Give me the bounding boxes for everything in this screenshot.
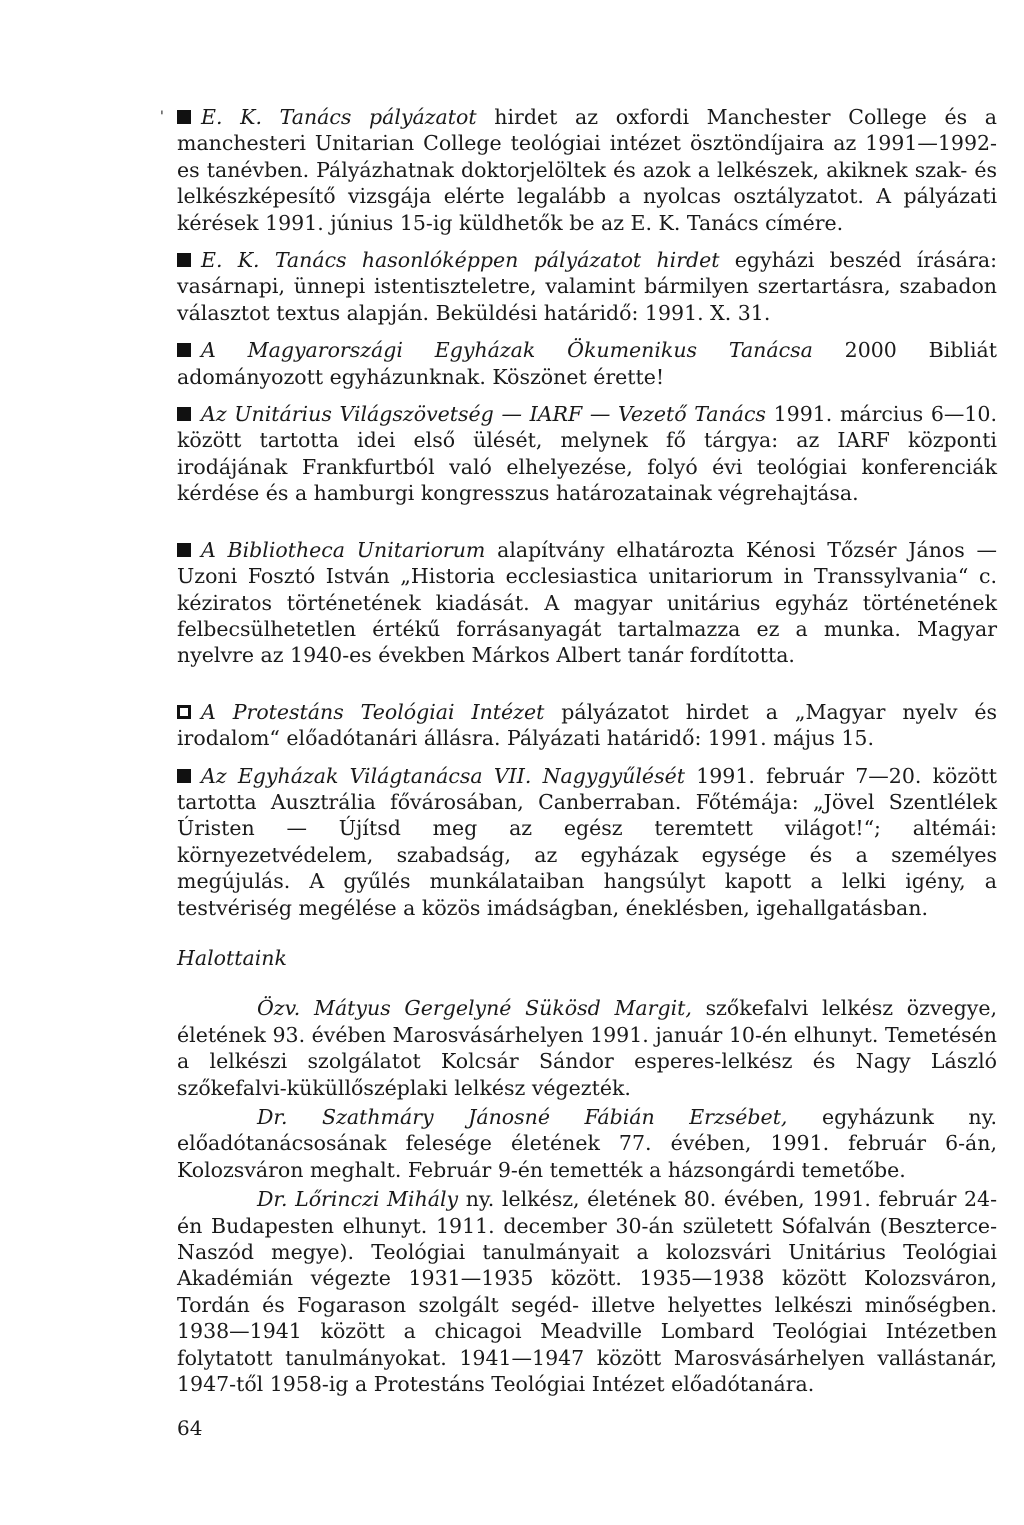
notice-text: 1991. március 6—10. között tartotta idei első ülését, melynek fő tárgya: az IARF központi irodájának Frankfurtból való elhelyezése, folyó évi teológiai konferenciák kérdése és a hamburgi kongresszus határozatainak végrehajtása.: [177, 402, 997, 506]
obituary-2: [177, 1104, 997, 1183]
notice-6: [177, 699, 997, 752]
notice-5: [177, 537, 997, 669]
obituary-name: Özv. Mátyus Gergelyné Sükösd Margit,: [257, 996, 692, 1021]
square-bullet-icon: [177, 253, 191, 267]
notice-4: [177, 401, 997, 507]
square-bullet-icon: [177, 343, 191, 357]
notice-title: E. K. Tanács pályázatot: [201, 105, 477, 129]
notice-title: Az Egyházak Világtanácsa VII. Nagygyűlését: [201, 763, 685, 788]
notice-text: 1991. február 7—20. között tartotta Ausztrália fővárosában, Canberraban. Főtémája: „Jövel Szentlélek Úristen — Újítsd meg az egész teremtett világot!“; altémái: környezetvédelem, szabadság, az egyházak egysége és a személyes megújulás. A gyűlés munkálataiban hangsúlyt kapott a lelki igény, a testvériség megélése a közös imádságban, éneklésben, igehallgatásban.: [177, 763, 997, 920]
obituary-1: [177, 995, 997, 1101]
notice-text: 2000 Bibliát adományozott egyházunknak. Köszönet érette!: [177, 338, 997, 389]
notice-text: hirdet az oxfordi Manchester College és a manchesteri Unitarian College teológiai intézet ösztöndíjaira az 1991—1992-es tanévben. Pályázhatnak doktorjelöltek és azok a lelkészek, akiknek szak- és lelkészképesítő vizsgája elérte legalább a nyolcas osztályzatot. A pályázati kérések 1991. június 15-ig küldhetők be az E. K. Tanács címére.: [177, 105, 998, 235]
page-number: 64: [177, 1416, 203, 1440]
obituary-name: Dr. Lőrinczi Mihály: [257, 1187, 459, 1212]
notice-3: [177, 337, 997, 390]
notice-text: pályázatot hirdet a „Magyar nyelv és irodalom“ előadótanári állásra. Pályázati határidő: 1991. május 15.: [177, 699, 997, 751]
notice-text: alapítvány elhatározta Kénosi Tőzsér János — Uzoni Fosztó István „Historia ecclesiastica unitariorum in Transsylvania“ c. kéziratos történetének kiadását. A magyar unitárius egyház történetének felbecsülhetetlen értékű forrásanyagát tartalmazza ez a munka. Magyar nyelvre az 1940-es években Márkos Albert tanár fordította.: [177, 537, 997, 668]
stray-mark: ': [160, 109, 164, 125]
notice-text: egyházi beszéd írására: vasárnapi, ünnepi istentiszteletre, valamint bármilyen szertartásra, szabadon választot textus alapján. Beküldési határidő: 1991. X. 31.: [177, 248, 997, 325]
notice-title: A Magyarországi Egyházak Ökumenikus Tanácsa: [201, 338, 813, 363]
square-bullet-icon: [177, 769, 191, 783]
square-bullet-icon: [177, 543, 191, 557]
square-bullet-icon: [177, 407, 191, 421]
notice-1: [160, 104, 998, 236]
notice-2: [177, 247, 997, 326]
obituary-text: ny. lelkész, életének 80. évében, 1991. február 24-én Budapesten elhunyt. 1911. december 30-án született Sófalván (Beszterce-Naszód megye). Teológiai tanulmányait a kolozsvári Unitárius Teológiai Akadémián végezte 1931—1935 között. 1935—1938 között Kolozsváron, Tordán és Fogarason szolgált segéd- illetve helyettes lelkészi minőségben. 1938—1941 között a chicagoi Meadville Lombard Teológiai Intézetben folytatott tanulmányokat. 1941—1947 között Marosvásárhelyen vallástanár, 1947-től 1958-ig a Protestáns Teológiai Intézet előadótanára.: [177, 1187, 997, 1397]
section-title-obituaries: Halottaink: [177, 945, 287, 970]
notice-title: A Protestáns Teológiai Intézet: [201, 699, 545, 724]
square-bullet-icon: [177, 705, 191, 719]
page-content: [160, 104, 998, 1400]
notice-title: A Bibliotheca Unitariorum: [201, 537, 486, 562]
square-bullet-icon: [177, 110, 191, 124]
obituary-3: [177, 1186, 997, 1397]
obituary-name: Dr. Szathmáry Jánosné Fábián Erzsébet,: [257, 1105, 788, 1129]
obituary-text: szőkefalvi lelkész özvegye, életének 93. évében Marosvásárhelyen 1991. január 10-én elhunyt. Temetésén a lelkészi szolgálatot Kolcsár Sándor esperes-lelkész és Nagy László szőkefalvi-küküllőszéplaki lelkész végezték.: [177, 996, 997, 1100]
notice-title: Az Unitárius Világszövetség — IARF — Vezető Tanács: [201, 402, 766, 427]
obituary-text: egyházunk ny. előadótanácsosának felesége életének 77. évében, 1991. február 6-án, Kolozsváron meghalt. Február 9-én temették a házsongárdi temetőbe.: [177, 1105, 998, 1182]
notice-title: E. K. Tanács hasonlóképpen pályázatot hirdet: [201, 248, 720, 273]
notice-7: [177, 763, 997, 921]
